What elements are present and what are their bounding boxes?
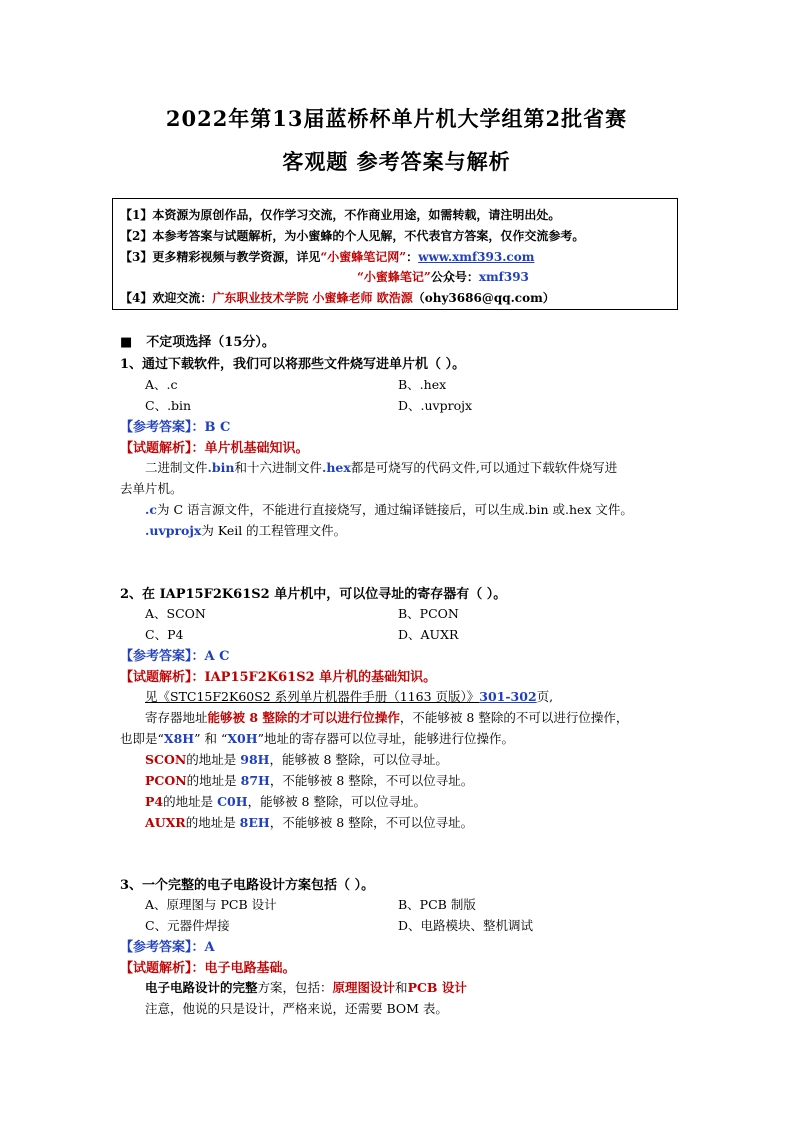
- text-span: 和: [395, 980, 408, 995]
- text-span: 二进制文件: [145, 460, 208, 475]
- section-heading: [120, 331, 275, 350]
- contact-author: 广东职业技术学院 小蜜蜂老师 欧浩源: [212, 291, 413, 305]
- analysis-label: 【试题解析】：: [120, 961, 205, 976]
- contact-label: 【4】欢迎交流：: [120, 291, 213, 305]
- text-span: ，能够被 8 整除，可以位寻址。: [269, 752, 448, 767]
- x0h-label: X0H: [227, 731, 258, 746]
- q1-option-d: D、.uvprojx: [398, 398, 473, 413]
- reg-pcon: [145, 771, 473, 789]
- q2-option-c: C、P4: [145, 627, 184, 642]
- q3-option-a: A、原理图与 PCB 设计: [145, 897, 277, 912]
- q1-explain-1-cont: 去单片机。: [120, 481, 183, 496]
- answer-label: 【参考答案】：: [120, 420, 205, 435]
- reg-scon: [145, 750, 448, 768]
- q3-explain-1: [145, 978, 467, 996]
- rule-highlight: 能够被 8 整除的才可以进行位操作: [207, 710, 400, 725]
- text-span: 的地址是: [185, 815, 240, 830]
- notice-line-2: 【2】本参考答案与试题解析，为小蜜蜂的个人见解，不代表官方答案，仅作交流参考。: [120, 229, 585, 243]
- text-span: 方案，包括：: [257, 980, 333, 995]
- text-span: 的地址是: [163, 794, 218, 809]
- reg-name: AUXR: [145, 815, 186, 830]
- keyword-hex: .hex: [321, 460, 351, 475]
- q1-stem: 1、通过下载软件，我们可以将那些文件烧写进单片机（ ）。: [120, 357, 466, 372]
- q2-answer: [120, 645, 229, 664]
- q2-answer-value: A C: [204, 649, 230, 664]
- reg-name: PCON: [145, 773, 187, 788]
- notice-line-4: [357, 268, 529, 285]
- text-span: ，不能够被 8 整除的不可以进行位操作，: [399, 710, 629, 725]
- q2-option-b: B、PCON: [398, 606, 459, 621]
- q3-stem: 3、一个完整的电子电路设计方案包括（ ）。: [120, 878, 375, 893]
- q1-explain-1: [145, 458, 617, 476]
- wechat-name: “小蜜蜂笔记”: [357, 270, 431, 284]
- text-span: 也即是“: [120, 731, 164, 746]
- q3-answer: [120, 936, 215, 955]
- reg-address: 8EH: [239, 815, 270, 830]
- keyword-schematic: 原理图设计: [332, 980, 396, 995]
- text-span: 为 C 语言源文件，不能进行直接烧写，通过编译链接后，可以生成.bin 或.hex 文件。: [156, 502, 633, 517]
- reg-name: P4: [145, 794, 164, 809]
- q2-reference: [145, 687, 553, 705]
- square-bullet-icon: ■: [120, 335, 133, 350]
- page-range: 301-302: [479, 689, 537, 704]
- text-span: 的地址是: [186, 773, 241, 788]
- text-span: 为 Keil 的工程管理文件。: [201, 523, 347, 538]
- q2-rule-cont: [120, 729, 514, 747]
- text-span: 页,: [536, 689, 554, 704]
- text-span: ，能够被 8 整除，可以位寻址。: [247, 794, 426, 809]
- doc-title-line1: 2022年第13届蓝桥杯单片机大学组第2批省赛: [165, 106, 628, 131]
- notice-colon: ：: [406, 250, 419, 264]
- reg-address: 87H: [240, 773, 270, 788]
- reg-address: C0H: [217, 794, 248, 809]
- wechat-label: 公众号：: [430, 270, 479, 284]
- reg-address: 98H: [240, 752, 270, 767]
- q1-option-b: B、.hex: [398, 377, 447, 392]
- q1-explain-2: [145, 500, 633, 518]
- keyword-bin: .bin: [207, 460, 235, 475]
- q3-analysis: [120, 957, 296, 976]
- q1-analysis: [120, 437, 309, 456]
- notice-line-3-text: 【3】更多精彩视频与教学资源，详见: [120, 250, 321, 264]
- q1-option-c: C、.bin: [145, 398, 192, 413]
- q3-explain-2: 注意，他说的只是设计，严格来说，还需要 BOM 表。: [145, 1001, 448, 1016]
- text-span: 和十六进制文件: [234, 460, 322, 475]
- q1-analysis-topic: 单片机基础知识。: [204, 441, 309, 456]
- q3-option-b: B、PCB 制版: [398, 897, 476, 912]
- reg-auxr: [145, 813, 473, 831]
- manual-reference: 见《STC15F2K60S2 系列单片机器件手册（1163 页版）》: [145, 689, 480, 704]
- q3-analysis-topic: 电子电路基础。: [204, 961, 296, 976]
- wechat-id: xmf393: [478, 270, 529, 284]
- q1-explain-3: [145, 521, 346, 539]
- section-label: 不定项选择（15分）。: [146, 335, 275, 350]
- text-span: ，不能够被 8 整除，不可以位寻址。: [269, 773, 474, 788]
- q1-answer: [120, 416, 230, 435]
- q2-analysis-topic: IAP15F2K61S2 单片机的基础知识。: [204, 670, 437, 685]
- q2-stem: 2、在 IAP15F2K61S2 单片机中，可以位寻址的寄存器有（ ）。: [120, 587, 507, 602]
- text-span: 的地址是: [186, 752, 241, 767]
- text-span: ，不能够被 8 整除，不可以位寻址。: [269, 815, 474, 830]
- text-span: ”地址的寄存器可以位寻址，能够进行位操作。: [257, 731, 514, 746]
- notice-line-5: [120, 289, 555, 306]
- q2-analysis: [120, 666, 436, 685]
- notice-line-3: [120, 248, 534, 265]
- analysis-label: 【试题解析】：: [120, 670, 205, 685]
- q2-rule: [145, 708, 628, 726]
- q1-option-a: A、.c: [145, 377, 178, 392]
- contact-email: （ohy3686@qq.com）: [412, 291, 555, 305]
- site-url-link[interactable]: www.xmf393.com: [418, 250, 535, 264]
- text-span: 寄存器地址: [145, 710, 208, 725]
- q2-option-d: D、AUXR: [398, 627, 459, 642]
- reg-name: SCON: [145, 752, 187, 767]
- text-span: 都是可烧写的代码文件,可以通过下载软件烧写进: [350, 460, 618, 475]
- analysis-label: 【试题解析】：: [120, 441, 205, 456]
- q1-answer-value: B C: [204, 420, 231, 435]
- q3-answer-value: A: [204, 940, 215, 955]
- doc-title-line2: 客观题 参考答案与解析: [282, 149, 511, 174]
- keyword-pcb: PCB 设计: [407, 980, 467, 995]
- answer-label: 【参考答案】：: [120, 940, 205, 955]
- keyword-uvprojx: .uvprojx: [145, 523, 202, 538]
- text-span: ” 和 “: [194, 731, 228, 746]
- notice-line-1: 【1】本资源为原创作品，仅作学习交流，不作商业用途，如需转载，请注明出处。: [120, 208, 561, 222]
- q3-option-d: D、电路模块、整机调试: [398, 918, 534, 933]
- keyword-c: .c: [145, 502, 157, 517]
- reg-p4: [145, 792, 426, 810]
- q3-option-c: C、元器件焊接: [145, 918, 230, 933]
- answer-label: 【参考答案】：: [120, 649, 205, 664]
- site-name: “小蜜蜂笔记网”: [320, 250, 407, 264]
- q2-option-a: A、SCON: [145, 606, 206, 621]
- x8h-label: X8H: [163, 731, 195, 746]
- bold-text: 电子电路设计的完整: [145, 980, 258, 995]
